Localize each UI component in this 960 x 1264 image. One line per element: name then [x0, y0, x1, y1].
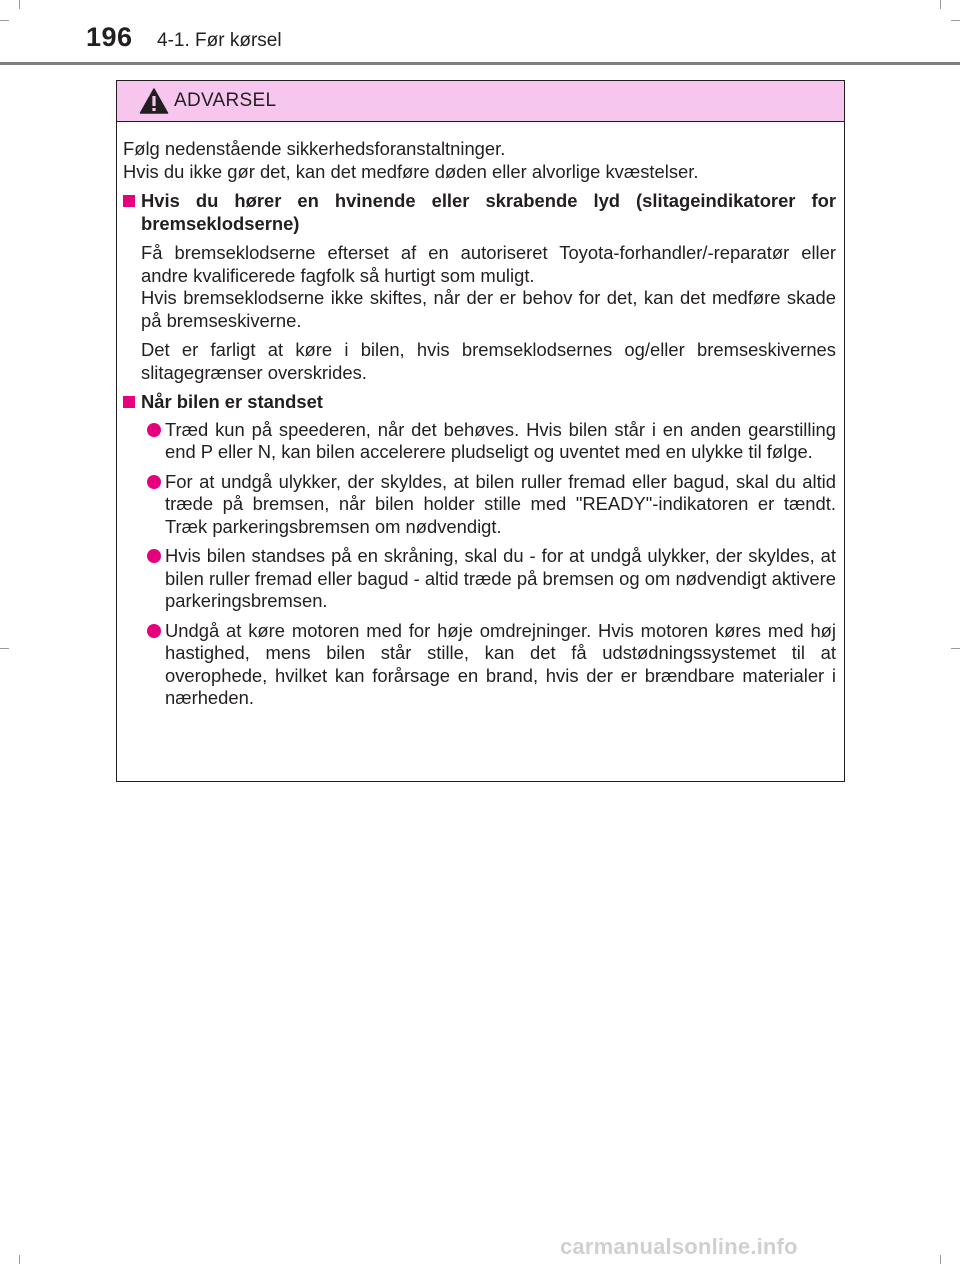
section-vehicle-stopped	[123, 391, 836, 414]
list-item-text: For at undgå ulykker, der skyldes, at bilen ruller fremad eller bagud, skal du altid træde på bremsen, når bilen holder stille med "READY"-indikatoren er tændt. Træk parkeringsbremsen om nødvendigt.	[165, 470, 836, 537]
crop-mark	[0, 20, 9, 21]
warning-intro-line: Følg nedenstående sikkerhedsforanstaltninger.	[123, 138, 506, 159]
warning-body	[117, 122, 844, 710]
paragraph: Det er farligt at køre i bilen, hvis bremseklodsernes og/eller bremseskivernes slitagegrænser overskrides.	[141, 339, 836, 383]
paragraph: Hvis bremseklodserne ikke skiftes, når der er behov for det, kan det medføre skade på bremseskiverne.	[141, 287, 836, 331]
round-bullet-icon	[147, 549, 161, 563]
section-brake-pads	[123, 190, 836, 384]
crop-mark	[19, 0, 20, 9]
section-title: 4-1. Før kørsel	[157, 30, 282, 51]
list-item	[123, 471, 836, 539]
section-heading: Når bilen er standset	[141, 391, 323, 412]
list-item	[123, 419, 836, 464]
square-bullet-icon	[123, 195, 135, 207]
crop-mark	[951, 648, 960, 649]
section-heading: Hvis du hører en hvinende eller skrabende lyd (slitageindikatorer for bremseklodserne)	[141, 190, 836, 234]
watermark: carmanualsonline.info	[560, 1234, 798, 1259]
list-item-text: Undgå at køre motoren med for høje omdrejninger. Hvis motoren køres med høj hastighed, mens bilen står stille, kan det få udstødningssystemet til at overophede, hvilket kan forårsage en brand, hvis der er brændbare materialer i nærheden.	[165, 619, 836, 708]
warning-header	[117, 81, 844, 122]
round-bullet-icon	[147, 624, 161, 638]
crop-mark	[940, 1255, 941, 1264]
warning-title: ADVARSEL	[174, 90, 277, 111]
crop-mark	[951, 20, 960, 21]
warning-triangle-icon	[139, 87, 169, 115]
list-item-text: Træd kun på speederen, når det behøves. Hvis bilen står i en anden gearstilling end P eller N, kan bilen accelerere pludseligt og uventet med en ulykke til følge.	[165, 418, 836, 462]
page-number: 196	[86, 22, 133, 52]
list-item	[123, 620, 836, 710]
warning-intro-line: Hvis du ikke gør det, kan det medføre døden eller alvorlige kvæstelser.	[123, 160, 699, 182]
list-item-text: Hvis bilen standses på en skråning, skal du - for at undgå ulykker, der skyldes, at bilen ruller fremad eller bagud - altid træde på bremsen og om nødvendigt aktivere parkeringsbremsen.	[165, 545, 836, 611]
header-rule	[0, 62, 960, 65]
crop-mark	[940, 0, 941, 9]
round-bullet-icon	[147, 423, 161, 437]
square-bullet-icon	[123, 396, 135, 408]
crop-mark	[19, 1255, 20, 1264]
paragraph: Få bremseklodserne efterset af en autoriseret Toyota-forhandler/-reparatør eller andre kvalificerede fagfolk så hurtigt som muligt.	[141, 242, 836, 286]
warning-box	[116, 80, 845, 782]
list-item	[123, 545, 836, 613]
round-bullet-icon	[147, 475, 161, 489]
crop-mark	[0, 648, 9, 649]
